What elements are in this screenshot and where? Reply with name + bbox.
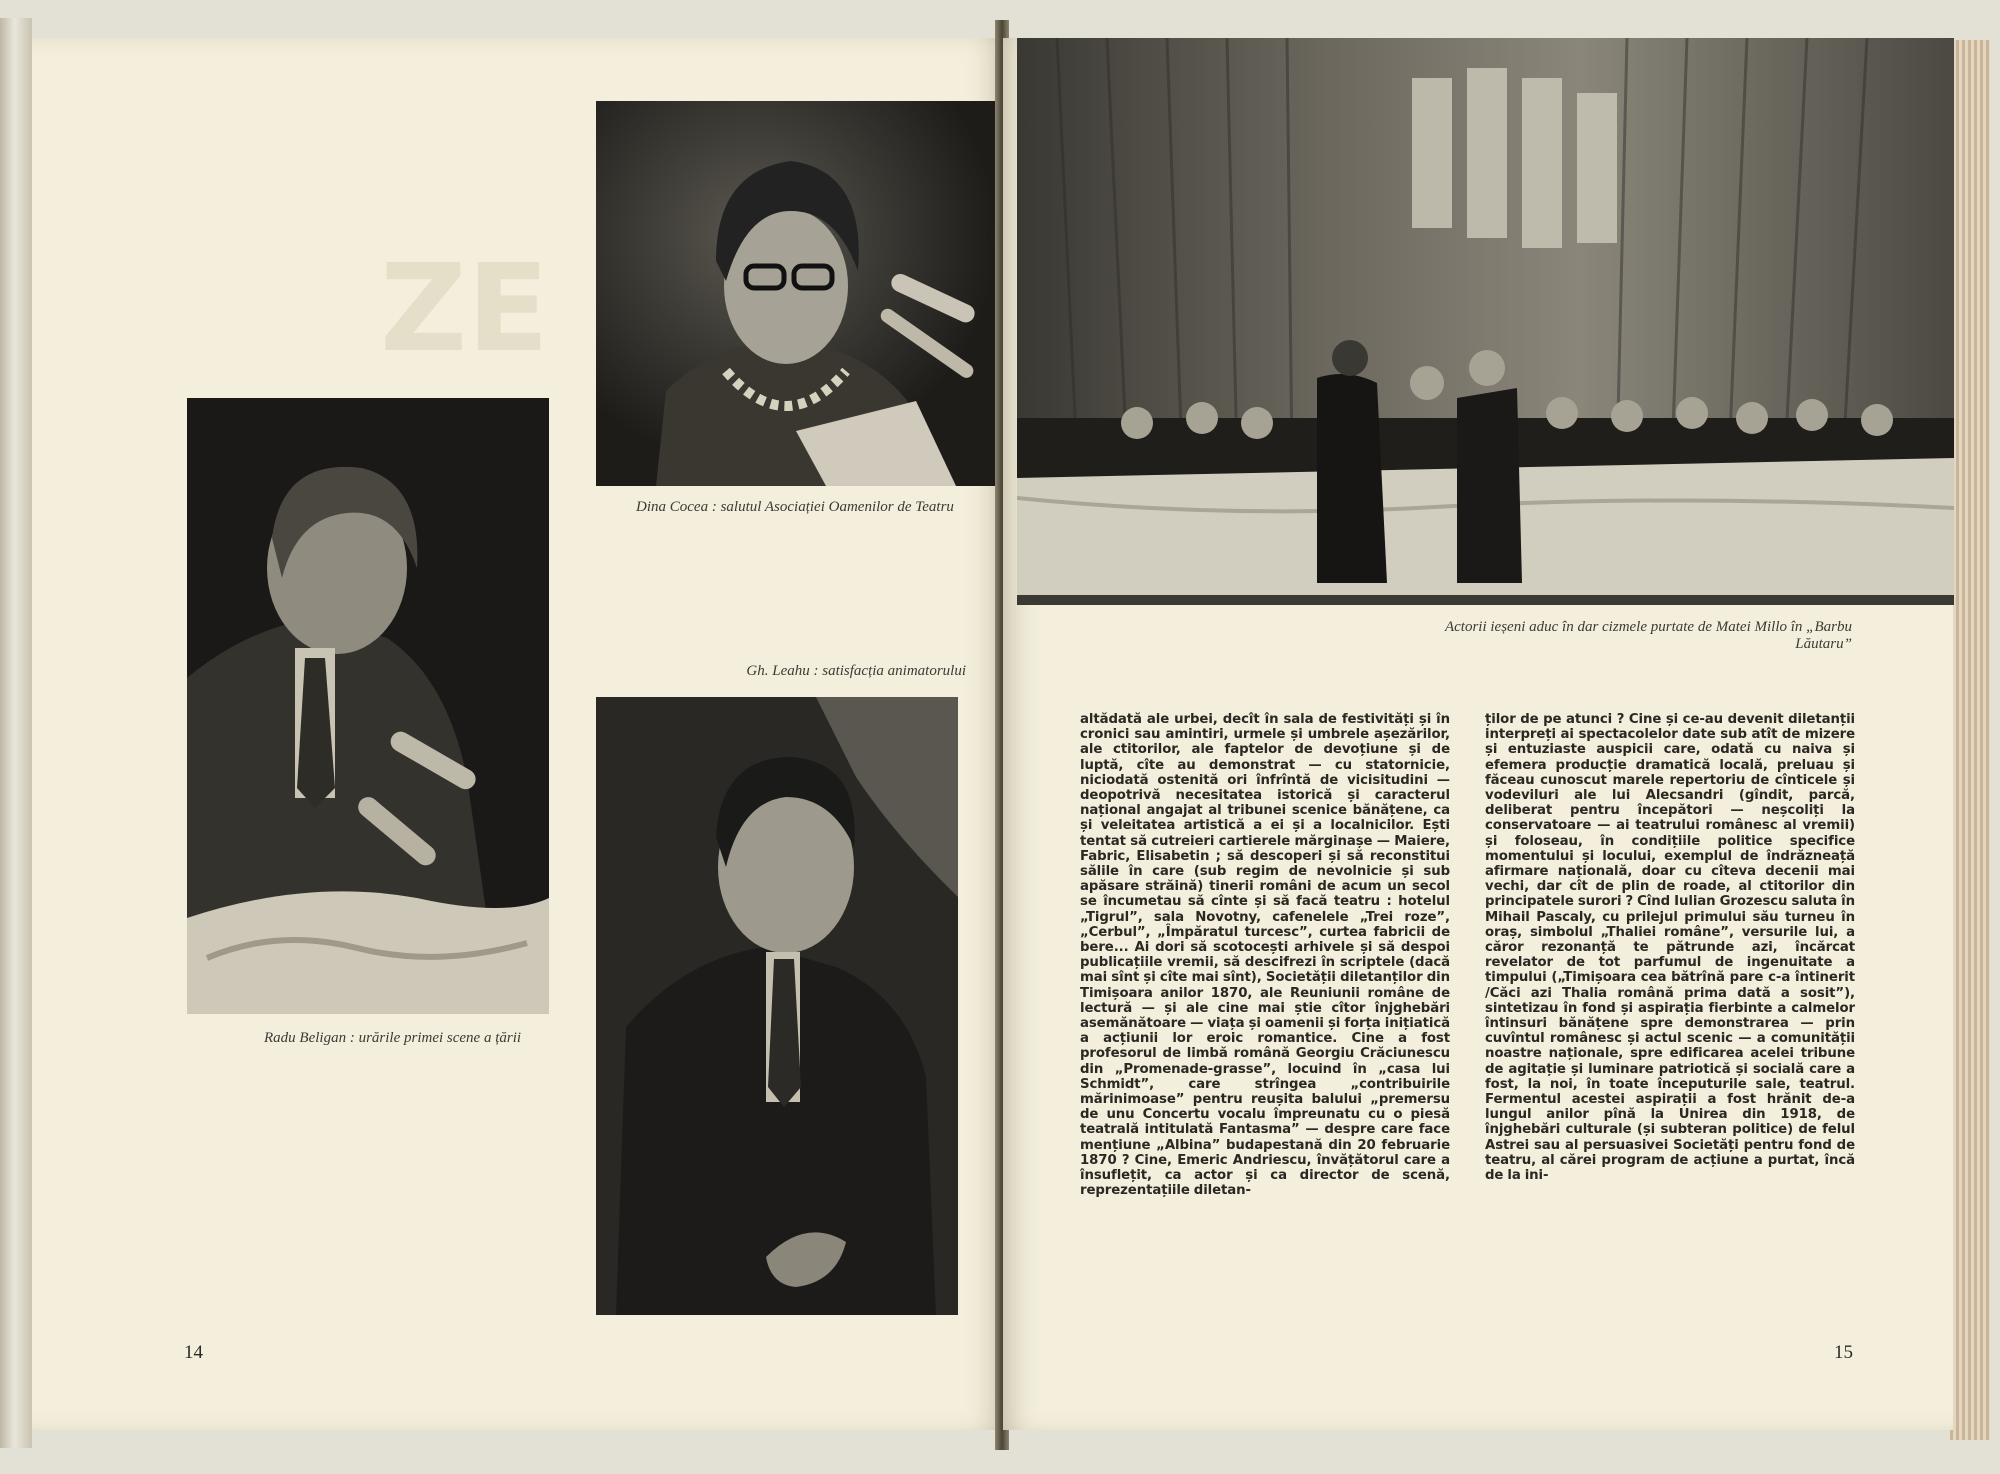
caption-radu-beligan: Radu Beligan : urările primei scene a țării [264,1030,522,1046]
page-stack-edge [1950,40,1990,1440]
book-cover-edge [0,18,32,1448]
photo-dina-cocea [596,101,998,486]
caption-stage-ceremony: Actorii ieșeni aduc în dar cizmele purtate de Matei Millo în „Barbu Lăutaru” [1444,619,1852,652]
body-text-column-2: ților de pe atunci ? Cine și ce-au devenit diletanții interpreți ai spectacolelor date sub atît de mizere și entuziaste auspicii care, odată cu naiva și efemera producție dramatică locală, preluau și făceau cunoscut marele repertoriu de cînticele și vodeviluri ale lui Alecsandri (gîndit, parcă, deliberat pentru începători — neșcoliți la conservatoare — ai teatrului românesc al vremii) și foloseau, în condițiile politice specifice momentului și locului, exemplul de îndrăzneață afirmare națională, doar cu cîteva decenii mai vechi, dar cît de plin de roade, al ctitorilor din principatele surori ? Cînd Iulian Grozescu saluta în Mihail Pascaly, cu prilejul primului său turneu în oraș, simbolul „Thaliei române”, versurile lui, a căror rezonanță te pătrunde azi, încărcat revelator de tot parfumul de ingenuitate a timpului („Timișoara cea bătrînă pare c-a întinerit /Căci azi Thalia română prima dată a sosit”), sintetizau în fond și aspirația fierbinte a calmelor întinsuri bănățene spre demonstrarea — prin cuvîntul românesc și actul scenic — a comunității noastre naționale, spre edificarea acelei tribune de agitație și luminare patriotică și socială care a fost, la noi, în toate începuturile sale, teatrul. Fermentul acestei aspirații a fost hrănit de-a lungul anilor pînă la Unirea din 1918, de înjghebări culturale (și subteran politice) de felul Astrei sau al persuasivei Societăți pentru fond de teatru, al cărei program de acțiune a purtat, încă de la ini- [1485,712,1855,1184]
page-number-left: 14 [184,1342,203,1363]
page-number-right: 15 [1834,1342,1853,1363]
photo-stage-ceremony [1017,38,1954,605]
caption-dina-cocea: Dina Cocea : salutul Asociației Oamenilor de Teatru [636,499,954,515]
photo-gh-leahu [596,697,958,1315]
body-text-column-1: altădată ale urbei, decît în sala de festivități și în cronici sau amintiri, urmele și umbrele așezărilor, ale ctitorilor, ale faptelor de devoțiune și de luptă, cîte au demonstrat — cu statornicie, niciodată ostenită ori înfrîntă de vicisitudini — deopotrivă necesitatea istorică și caracterul național angajat al tribunei scenice bănățene, ca și veleitatea artistică a ei și a localnicilor. Ești tentat să cutreieri cartierele mărginașe — Maiere, Fabric, Elisabetin ; să descoperi și să reconstitui sălile în care (sub regim de nevolnicie și sub apăsare străină) tinerii români de acum un secol se încumetau să cînte și să facă teatru : hotelul „Tigrul”, sala Novotny, cafenelele „Trei roze”, „Cerbul”, „Împăratul turcesc”, curtea fabricii de bere... Ai dori să scotocești arhivele și să despoi publicațiile vremii, să descifrezi în scriptele (dacă mai sînt și cîte mai sînt), Societății diletanților din Timișoara anilor 1870, ale Reuniunii române de lectură — și ale cine mai știe cîtor înjghebări asemănătoare — viața și oamenii și forța inițiatică a acțiunii lor eroic romantice. Cine a fost profesorul de limbă română Georgiu Crăciunescu din „Promenade-grasse”, locuind în „casa lui Schmidt”, care strîngea „contribuirile mărinimoase” pentru reușita balului „premersu de unu Concertu vocalu împreunatu cu o piesă teatrală intitulată Fantasma” — despre care face mențiune „Albina” budapestană din 20 februarie 1870 ? Cine, Emeric Andriescu, învățătorul care a însuflețit, ca actor și ca director de scenă, reprezentațiile diletan- [1080,712,1450,1199]
show-through-print: ZE [380,240,549,379]
photo-radu-beligan [187,398,549,1014]
caption-gh-leahu: Gh. Leahu : satisfacția animatorului [746,663,966,679]
